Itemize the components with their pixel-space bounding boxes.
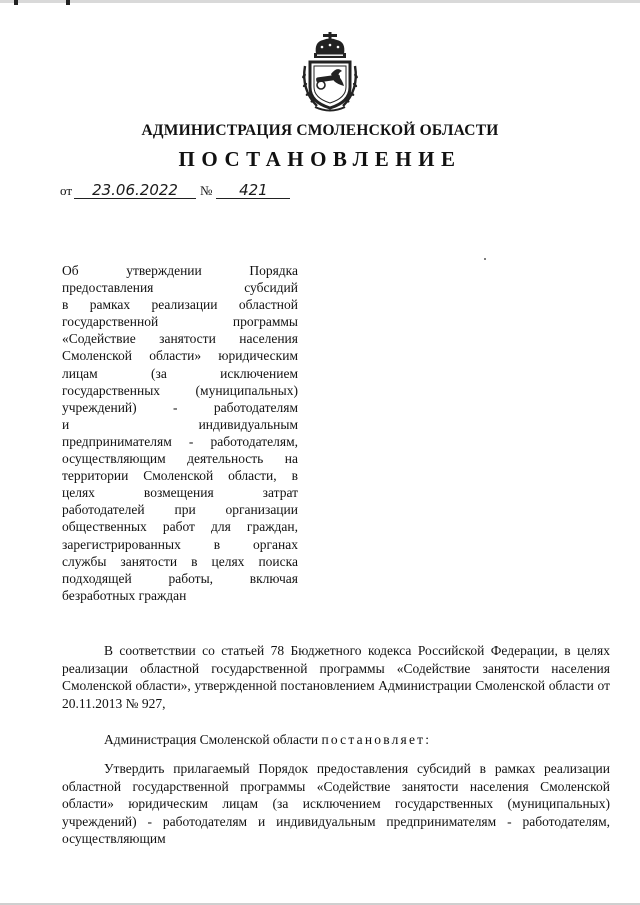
subject-line: лицам (за исключением bbox=[62, 365, 298, 381]
scan-top-edge bbox=[0, 0, 640, 3]
document-type-title: ПОСТАНОВЛЕНИЕ bbox=[178, 147, 462, 171]
scan-speck bbox=[484, 258, 486, 260]
subject-line: государственных (муниципальных) bbox=[62, 382, 298, 398]
subject-block bbox=[62, 262, 298, 604]
subject-line: территории Смоленской области, в bbox=[62, 468, 298, 484]
number-prefix: № bbox=[200, 183, 213, 198]
subject-line: осуществляющим деятельность на bbox=[62, 451, 298, 467]
subject-line: Смоленской области» юридическим bbox=[62, 348, 298, 364]
smolensk-coat-of-arms-icon bbox=[297, 32, 363, 114]
subject-line: предпринимателям - работодателям, bbox=[62, 433, 298, 449]
subject-line: «Содействие занятости населения bbox=[62, 331, 298, 347]
resolution-subject: Администрация Смоленской области bbox=[104, 732, 319, 747]
subject-line: целях возмещения затрат bbox=[62, 485, 298, 501]
subject-line: Об утверждении Порядка bbox=[62, 263, 298, 278]
subject-line: безработных граждан bbox=[62, 587, 187, 603]
subject-line: и индивидуальным bbox=[62, 416, 298, 432]
date-number-line bbox=[60, 183, 290, 199]
subject-line: в рамках реализации областной bbox=[62, 297, 298, 313]
scan-mark bbox=[14, 0, 18, 5]
subject-line: службы занятости в целях поиска bbox=[62, 553, 298, 569]
operative-paragraph: Утвердить прилагаемый Порядок предоставления субсидий в рамках реализации областной государственной программы «Содействие занятости населения Смоленской области» юридическим лицам (за исключением государственных (муниципальных) учреждений) - работодателям и индивидуальным предпринимателям - работодателям, осуществляющим bbox=[62, 761, 610, 846]
subject-line: государственной программы bbox=[62, 314, 298, 330]
resolution-clause bbox=[62, 731, 610, 749]
handwritten-number: 421 bbox=[216, 183, 290, 199]
preamble-paragraph: В соответствии со статьей 78 Бюджетного кодекса Российской Федерации, в целях реализации областной государственной программы «Содействие занятости населения Смоленской области», утвержденной постановлением Администрации Смоленской области от 20.11.2013 № 927, bbox=[62, 643, 610, 711]
subject-line: подходящей работы, включая bbox=[62, 570, 298, 586]
subject-line: зарегистрированных в органах bbox=[62, 536, 298, 552]
subject-line: предоставления субсидий bbox=[62, 280, 298, 296]
subject-line: общественных работ для граждан, bbox=[62, 519, 298, 535]
subject-line: работодателей при организации bbox=[62, 502, 298, 518]
date-prefix: от bbox=[60, 183, 73, 198]
resolution-verb: постановляет: bbox=[321, 732, 432, 747]
subject-line: учреждений) - работодателям bbox=[62, 399, 298, 415]
scan-mark bbox=[66, 0, 70, 5]
handwritten-date: 23.06.2022 bbox=[74, 183, 196, 199]
organization-name: АДМИНИСТРАЦИЯ СМОЛЕНСКОЙ ОБЛАСТИ bbox=[141, 122, 499, 139]
